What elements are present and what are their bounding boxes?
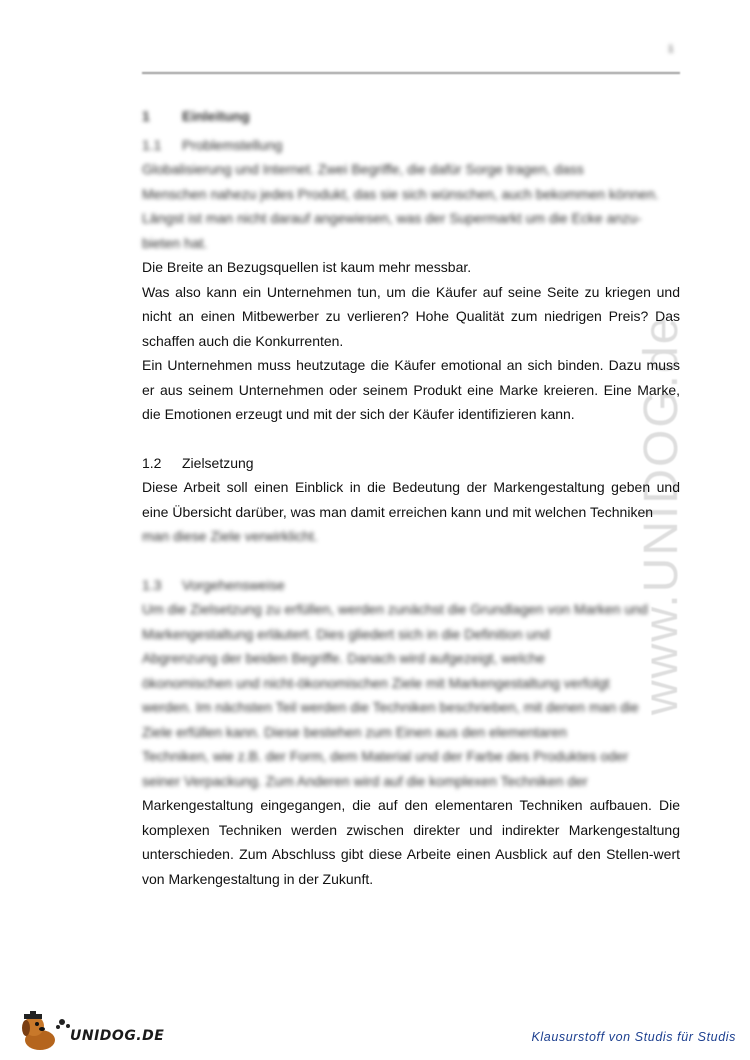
text-line: Globalisierung und Internet. Zwei Begriffe, die dafür Sorge tragen, dass xyxy=(142,161,584,177)
section-number: 1.1 xyxy=(142,136,162,153)
text-line: Ziele erfüllen kann. Diese bestehen zum Einen aus den elementaren xyxy=(142,723,567,740)
section-title: Zielsetzung xyxy=(182,454,254,471)
breadth-sentence: Die Breite an Bezugsquellen ist kaum mehr messbar. xyxy=(142,259,472,275)
footer-tagline: Klausurstoff von Studis für Studis xyxy=(531,1030,736,1044)
text-line: Markengestaltung erläutert. Dies gliedert sich in die Definition und xyxy=(142,625,550,642)
text-line: werden. Im nächsten Teil werden die Techniken beschrieben, mit denen man die xyxy=(142,699,639,715)
section-number: 1 xyxy=(142,108,150,124)
unidog-logo xyxy=(18,1010,168,1054)
blurred-paragraph-approach xyxy=(142,597,680,793)
section-title: Problemstellung xyxy=(182,136,283,153)
dog-icon xyxy=(18,1010,74,1054)
page-number: 1 xyxy=(668,44,674,55)
text-line: Menschen nahezu jedes Produkt, das sie sich wünschen, auch bekommen können. xyxy=(142,185,659,202)
goal-paragraph: Diese Arbeit soll einen Einblick in die Bedeutung der Markengestaltung geben und eine Übersicht darüber, was man damit erreichen kann und mit welchen Techniken xyxy=(142,479,680,520)
section-heading-1 xyxy=(142,104,680,129)
section-number: 1.3 xyxy=(142,576,162,593)
text-line: Längst ist man nicht darauf angewiesen, was der Supermarkt um die Ecke anzu- xyxy=(142,210,642,226)
text-line: ökonomischen und nicht-ökonomischen Ziele mit Markengestaltung verfolgt xyxy=(142,674,610,691)
section-heading-1-2 xyxy=(142,451,680,476)
section-title: Einleitung xyxy=(182,108,250,124)
logo-text: UNIDOG.DE xyxy=(70,1028,165,1044)
document-body xyxy=(142,104,680,891)
text-line: Abgrenzung der beiden Begriffe. Danach wird aufgezeigt, welche xyxy=(142,650,545,666)
quality-paragraph: Was also kann ein Unternehmen tun, um die Käufer auf seine Seite zu kriegen und nicht an einen Mitbewerber zu verlieren? Hohe Qualität zum niedrigen Preis? Das schaffen auch die Konkurrenten. xyxy=(142,283,680,349)
emotion-paragraph: Ein Unternehmen muss heutzutage die Käufer emotional an sich binden. Dazu muss er aus seinem Unternehmen oder seinem Produkt eine Marke kreieren. Eine Marke, die Emotionen erzeugt und mit der sich der Käufer identifizieren kann. xyxy=(142,357,680,422)
text-line: Um die Zielsetzung zu erfüllen, werden zunächst die Grundlagen von Marken und xyxy=(142,601,648,617)
section-heading-1-1 xyxy=(142,133,680,158)
watermark-text: www.UNIDOG.de xyxy=(635,315,688,715)
text-line: bieten hat. xyxy=(142,234,208,251)
approach-paragraph: Markengestaltung eingegangen, die auf den elementaren Techniken aufbauen. Die komplexen Techniken werden zwischen direkter und indirekter Markengestaltung unterschieden. Zum Abschluss gibt diese Arbeite einen Ausblick auf den Stellen-wert von Markengestaltung in der Zukunft. xyxy=(142,797,680,887)
goal-paragraph-tail: man diese Ziele verwirklicht. xyxy=(142,528,318,544)
section-heading-1-3 xyxy=(142,573,680,598)
header-rule xyxy=(142,72,680,74)
blurred-paragraph-problem xyxy=(142,157,680,255)
text-line: seiner Verpackung. Zum Anderen wird auf die komplexen Techniken der xyxy=(142,772,588,789)
text-line: Techniken, wie z.B. der Form, dem Material und der Farbe des Produktes oder xyxy=(142,748,629,764)
section-title: Vorgehensweise xyxy=(182,576,285,593)
section-number: 1.2 xyxy=(142,454,162,471)
